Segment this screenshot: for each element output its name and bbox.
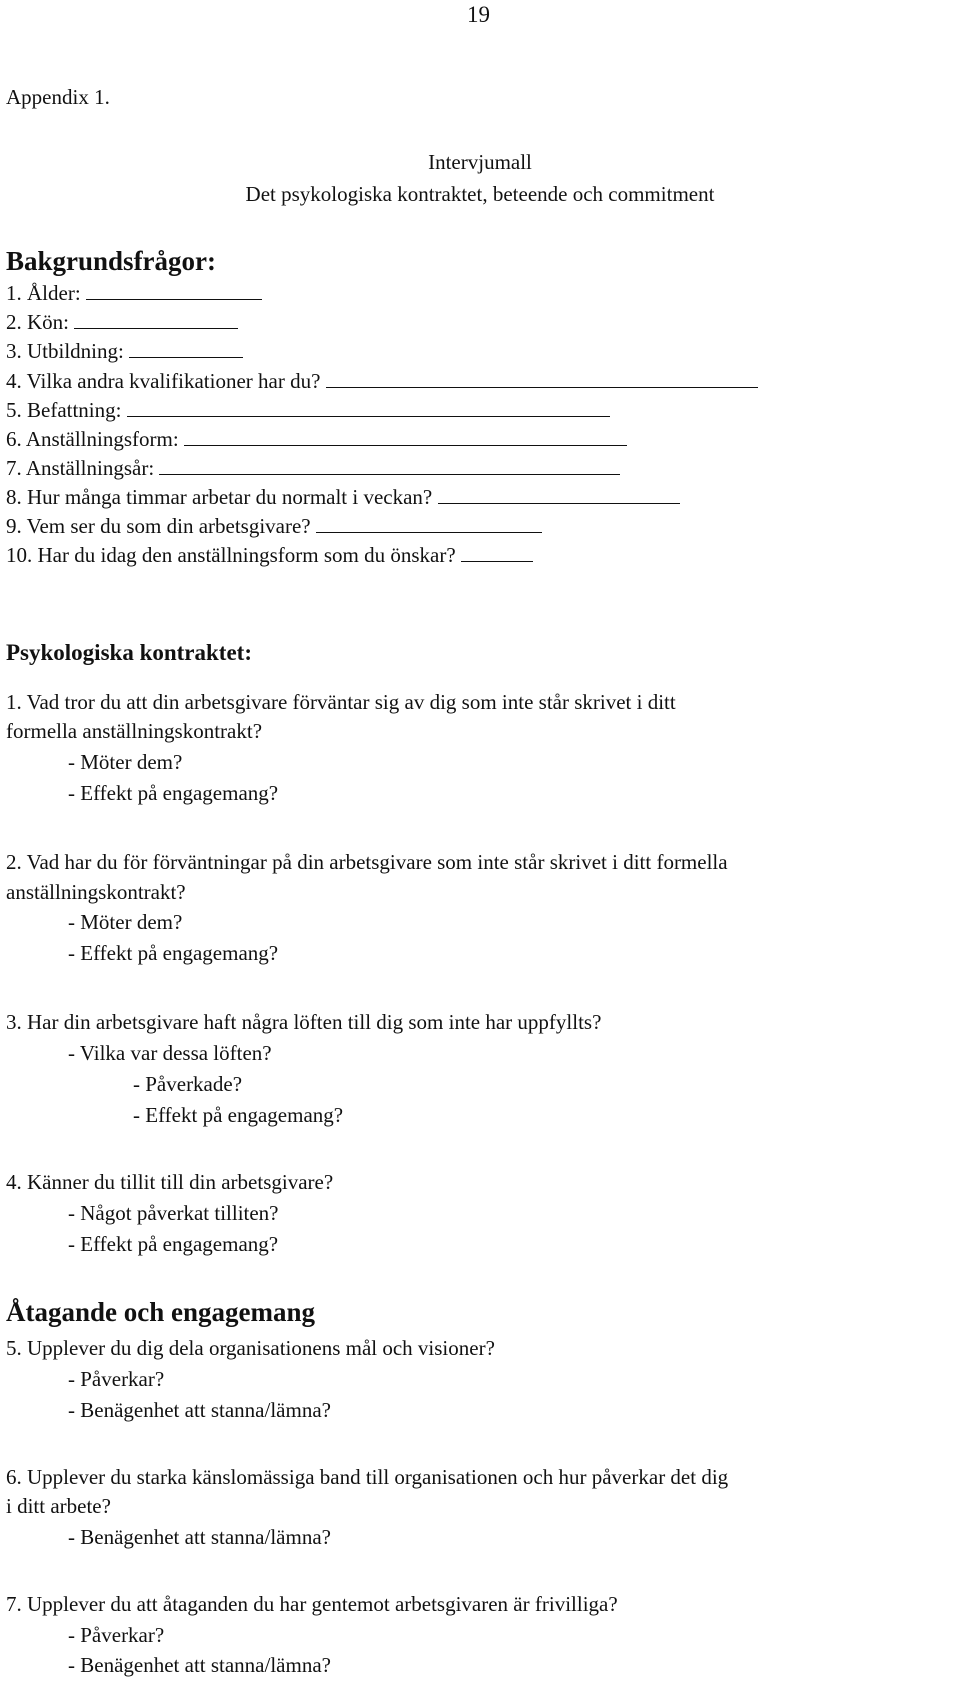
question-7-line: 7. Upplever du att åtaganden du har gentemot arbetsgivaren är frivilliga? <box>6 1592 618 1616</box>
background-heading: Bakgrundsfrågor: <box>6 246 217 276</box>
question-7-sub: - Benägenhet att stanna/lämna? <box>68 1653 331 1677</box>
background-item-education <box>6 337 243 364</box>
background-item-age <box>6 279 262 306</box>
question-1-line: formella anställningskontrakt? <box>6 719 263 743</box>
answer-blank <box>129 337 243 358</box>
question-6-line: i ditt arbete? <box>6 1494 111 1518</box>
answer-blank <box>184 425 627 446</box>
document-subtitle: Det psykologiska kontraktet, beteende och commitment <box>245 182 715 206</box>
question-text: 4. Vilka andra kvalifikationer har du? <box>6 369 321 393</box>
answer-blank <box>438 483 680 504</box>
answer-blank <box>326 367 758 388</box>
question-4-line: 4. Känner du tillit till din arbetsgivare? <box>6 1170 334 1194</box>
question-5-sub: - Benägenhet att stanna/lämna? <box>68 1398 331 1422</box>
question-text: 2. Kön: <box>6 310 69 334</box>
question-2-sub: - Möter dem? <box>68 910 183 934</box>
question-6-line: 6. Upplever du starka känslomässiga band till organisationen och hur påverkar det dig <box>6 1465 729 1489</box>
question-2-line: anställningskontrakt? <box>6 880 186 904</box>
appendix-label: Appendix 1. <box>6 85 110 109</box>
question-2-sub: - Effekt på engagemang? <box>68 941 279 965</box>
answer-blank <box>159 454 620 475</box>
question-1-sub: - Effekt på engagemang? <box>68 781 279 805</box>
question-6-sub: - Benägenhet att stanna/lämna? <box>68 1525 331 1549</box>
question-text: 6. Anställningsform: <box>6 427 179 451</box>
psych-contract-heading: Psykologiska kontraktet: <box>6 640 252 665</box>
question-text: 7. Anställningsår: <box>6 456 155 480</box>
background-item-employer <box>6 512 542 539</box>
question-5-line: 5. Upplever du dig dela organisationens mål och visioner? <box>6 1336 495 1360</box>
question-3-sub: - Påverkade? <box>133 1072 243 1096</box>
commitment-heading: Åtagande och engagemang <box>6 1297 315 1327</box>
question-4-sub: - Något påverkat tilliten? <box>68 1201 279 1225</box>
question-4-sub: - Effekt på engagemang? <box>68 1232 279 1256</box>
document-title: Intervjumall <box>428 150 532 174</box>
background-item-hours <box>6 483 680 510</box>
answer-blank <box>127 396 610 417</box>
question-text: 10. Har du idag den anställningsform som du önskar? <box>6 543 456 567</box>
question-3-sub: - Effekt på engagemang? <box>133 1103 344 1127</box>
question-3-line: 3. Har din arbetsgivare haft några löften till dig som inte har uppfyllts? <box>6 1010 602 1034</box>
question-text: 1. Ålder: <box>6 281 81 305</box>
question-3-sub: - Vilka var dessa löften? <box>68 1041 272 1065</box>
page-number: 19 <box>467 2 490 27</box>
question-1-line: 1. Vad tror du att din arbetsgivare förväntar sig av dig som inte står skrivet i ditt <box>6 690 676 714</box>
background-item-desired-form <box>6 541 533 568</box>
question-2-line: 2. Vad har du för förväntningar på din arbetsgivare som inte står skrivet i ditt formella <box>6 850 728 874</box>
background-item-employment-form <box>6 425 627 452</box>
background-item-qualifications <box>6 367 758 394</box>
question-text: 8. Hur många timmar arbetar du normalt i veckan? <box>6 485 433 509</box>
question-text: 9. Vem ser du som din arbetsgivare? <box>6 514 311 538</box>
answer-blank <box>461 541 533 562</box>
question-7-sub: - Påverkar? <box>68 1623 165 1647</box>
question-text: 5. Befattning: <box>6 398 122 422</box>
background-item-gender <box>6 308 238 335</box>
background-item-position <box>6 396 610 423</box>
question-5-sub: - Påverkar? <box>68 1367 165 1391</box>
answer-blank <box>316 512 542 533</box>
background-item-employment-years <box>6 454 620 481</box>
question-text: 3. Utbildning: <box>6 339 124 363</box>
question-1-sub: - Möter dem? <box>68 750 183 774</box>
answer-blank <box>86 279 262 300</box>
answer-blank <box>74 308 238 329</box>
